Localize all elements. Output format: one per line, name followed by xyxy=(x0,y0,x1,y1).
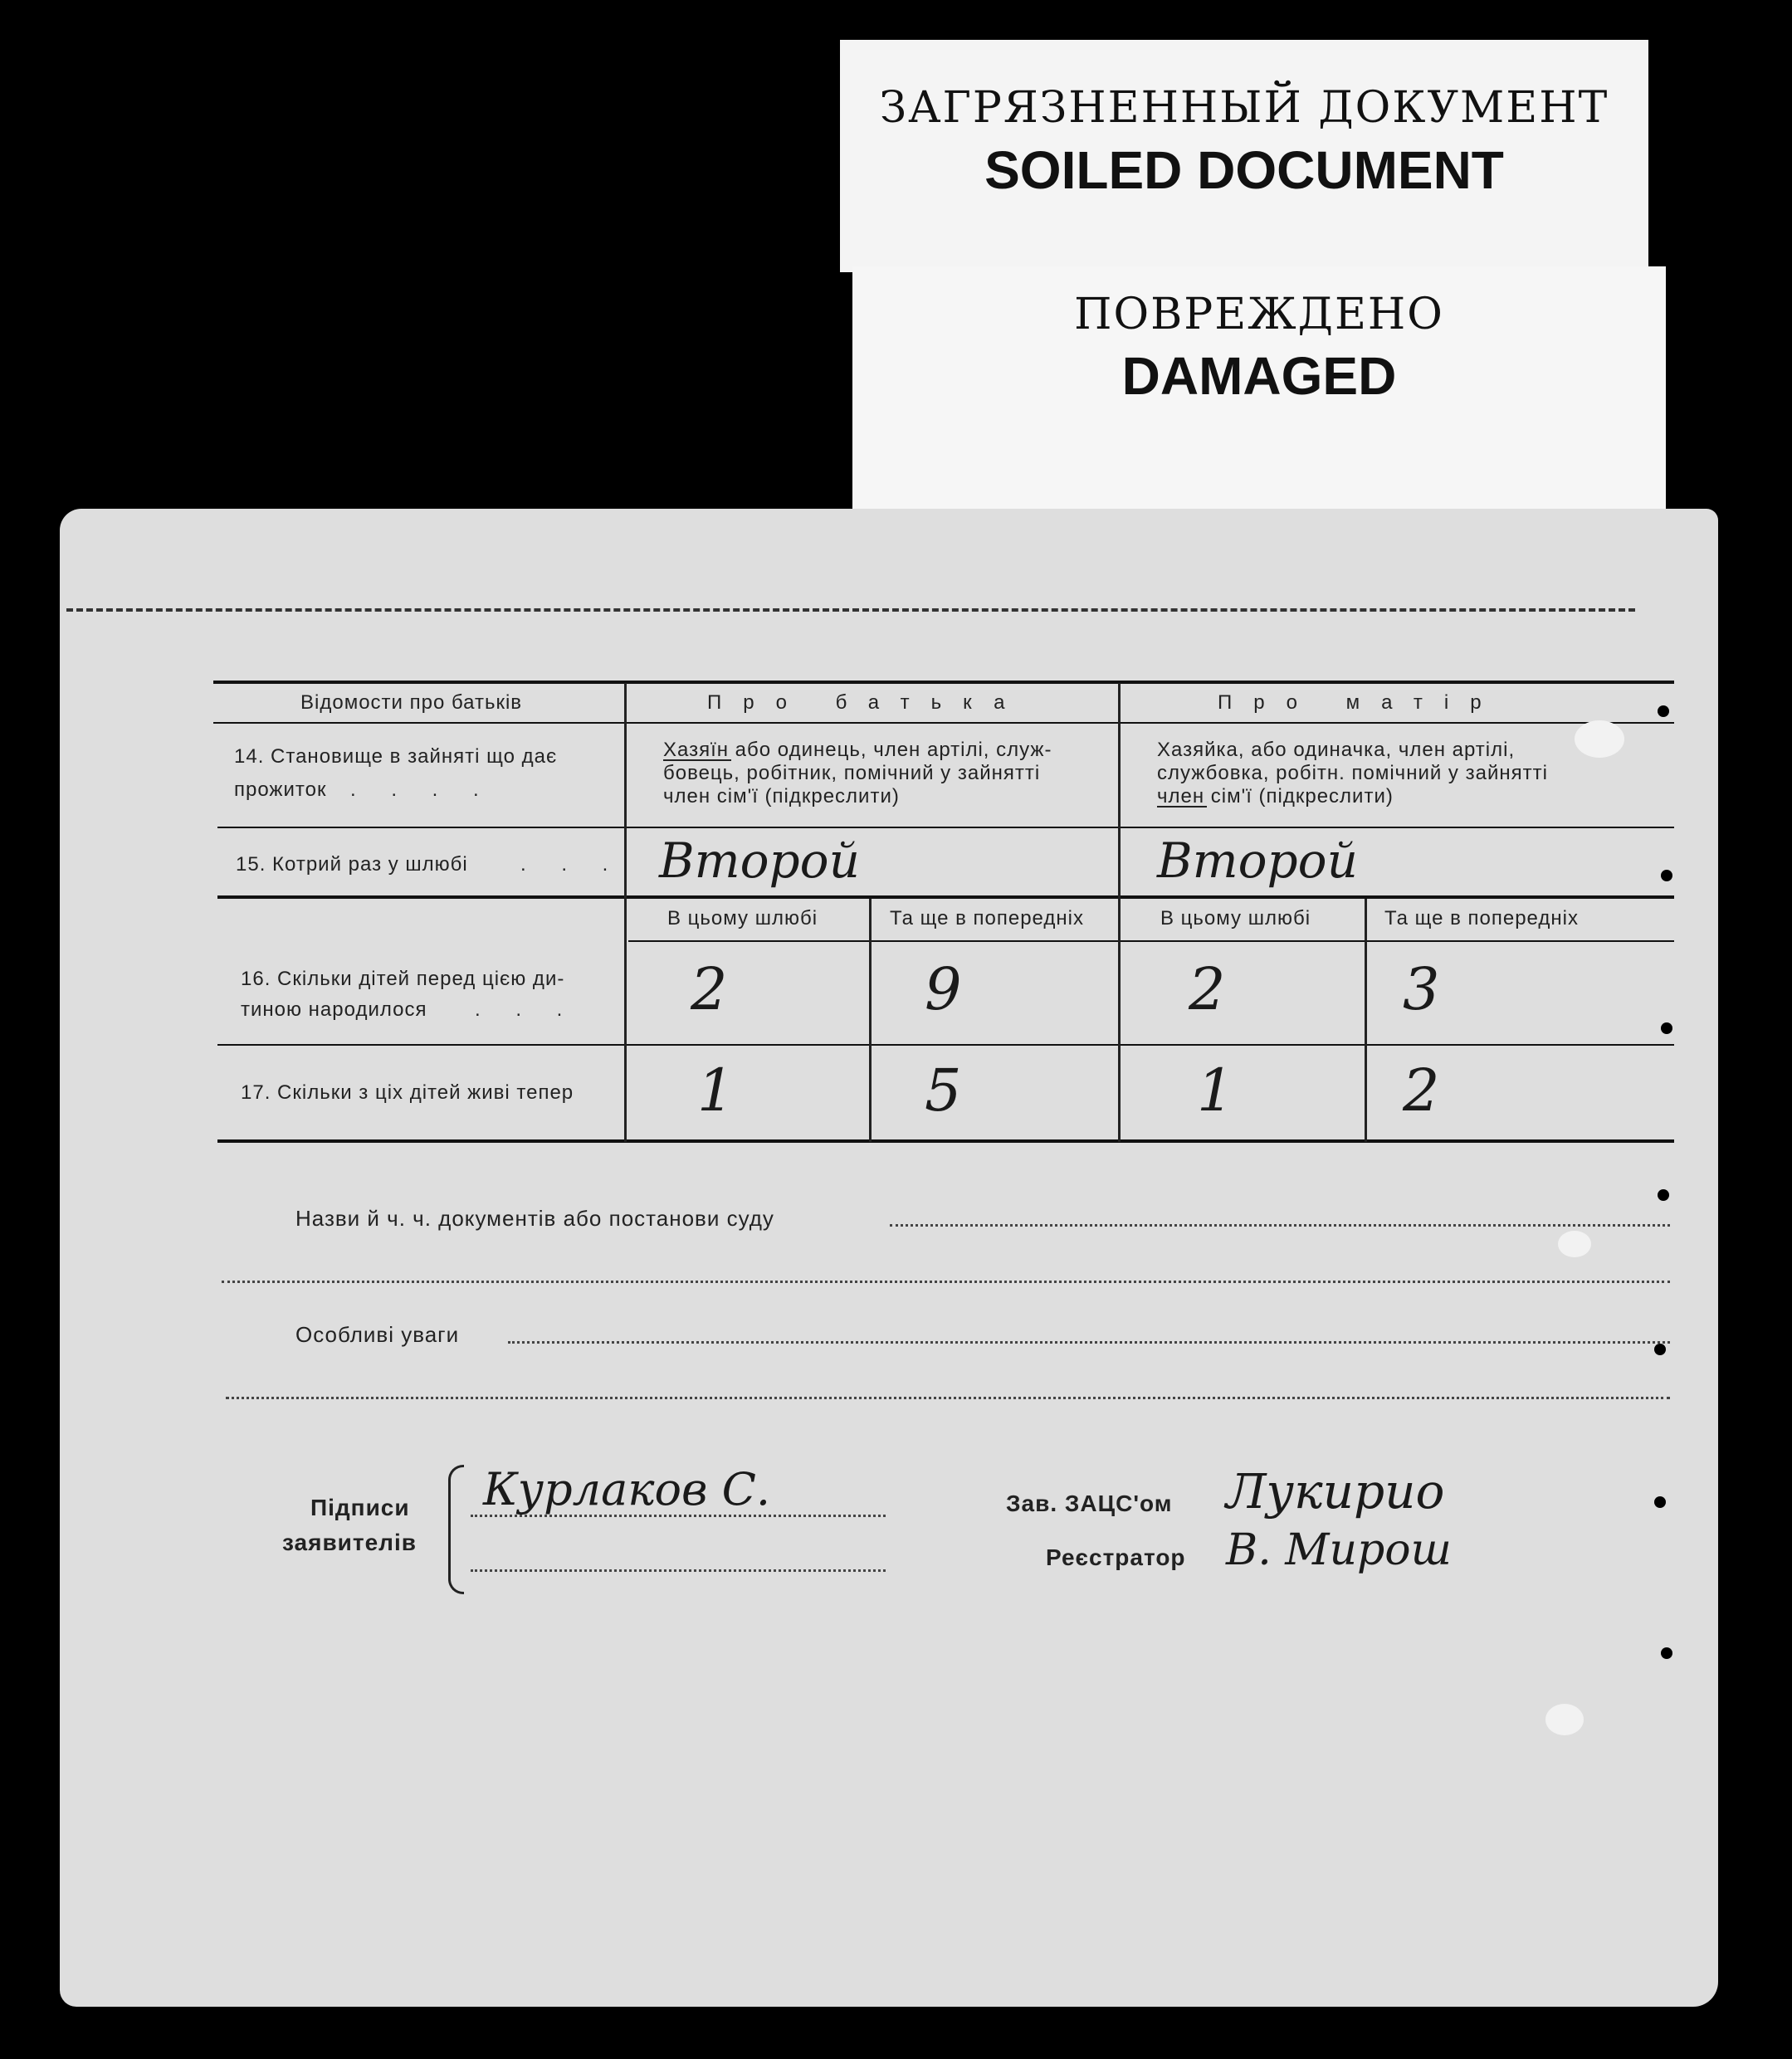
row14-mother-underline xyxy=(1157,806,1207,807)
row14-father-line2: бовець, робітник, помічний у зайнятті xyxy=(663,762,1041,784)
damaged-label-en: DAMAGED xyxy=(1121,346,1397,406)
header-mother: Про матір xyxy=(1218,691,1503,714)
header-parents: Відомости про батьків xyxy=(300,691,523,714)
row14-father-line1: Хазяїн або одинець, член артілі, служ- xyxy=(663,739,1052,761)
row17-mother-previous: 2 xyxy=(1403,1056,1440,1125)
notes-label: Особливі уваги xyxy=(295,1322,460,1347)
punch-hole xyxy=(1658,705,1669,717)
form-sheet xyxy=(60,509,1718,2007)
mother-previous-header: Та ще в попередніх xyxy=(1384,907,1579,929)
row16-mother-this: 2 xyxy=(1189,955,1226,1023)
row16-mother-previous: 3 xyxy=(1403,955,1440,1023)
head-label: Зав. ЗАЦС'ом xyxy=(1006,1491,1173,1516)
row14-mother-line1: Хазяйка, або одиначка, член артілі, xyxy=(1157,739,1516,761)
documents-line-2 xyxy=(222,1281,1670,1283)
punch-hole xyxy=(1654,1496,1666,1508)
row14-label-cont: прожиток xyxy=(234,778,327,801)
punch-hole xyxy=(1661,1647,1672,1659)
signatures-label-1: Підписи xyxy=(310,1495,410,1520)
row17-father-this: 1 xyxy=(697,1056,735,1125)
row16-label: 16. Скільки дітей перед цією ди- xyxy=(241,968,565,990)
documents-label: Назви й ч. ч. документів або постанови суду xyxy=(295,1206,774,1231)
row16-label-cont: тиною народилося xyxy=(241,998,427,1021)
row14-dots: . . . . xyxy=(350,778,494,801)
row17-label: 17. Скільки з ціх дітей живі тепер xyxy=(241,1081,574,1104)
row16-father-this: 2 xyxy=(691,955,728,1023)
row15-father-value: Второй xyxy=(659,832,860,889)
documents-line-1 xyxy=(890,1224,1670,1227)
soiled-document-label xyxy=(840,40,1648,272)
applicant-signature: Курлаков С. xyxy=(483,1463,771,1515)
perforation-line xyxy=(66,608,1635,612)
mother-this-marriage-header: В цьому шлюбі xyxy=(1160,907,1311,929)
applicant-signature-line-1 xyxy=(471,1515,886,1517)
row15-mother-value: Второй xyxy=(1157,832,1358,889)
registrar-label: Реєстратор xyxy=(1046,1544,1186,1570)
header-father: Про батька xyxy=(707,691,1027,714)
row14-label: 14. Становище в зайняті що дає xyxy=(234,745,558,768)
punch-hole xyxy=(1661,1022,1672,1034)
signatures-label-2: заявителів xyxy=(282,1530,417,1555)
notes-line-1 xyxy=(508,1341,1670,1344)
row17-mother-this: 1 xyxy=(1197,1056,1234,1125)
damaged-label-ru: ПОВРЕЖДЕНО xyxy=(1074,290,1444,339)
punch-hole xyxy=(1658,1189,1669,1201)
row14-father-line3: член сім'ї (підкреслити) xyxy=(663,785,900,807)
row14-mother-line3: член сім'ї (підкреслити) xyxy=(1157,785,1394,807)
damaged-label xyxy=(852,266,1666,515)
soiled-label-ru: ЗАГРЯЗНЕННЫЙ ДОКУМЕНТ xyxy=(879,83,1609,133)
row14-father-underline xyxy=(663,759,731,761)
damage-spot xyxy=(1545,1704,1584,1735)
row15-dots: . . . xyxy=(520,853,623,876)
row17-father-previous: 5 xyxy=(925,1056,962,1125)
soiled-label-en: SOILED DOCUMENT xyxy=(984,140,1504,200)
notes-line-2 xyxy=(226,1397,1670,1399)
father-this-marriage-header: В цьому шлюбі xyxy=(667,907,818,929)
row16-father-previous: 9 xyxy=(925,955,962,1023)
registrar-signature: В. Мирош xyxy=(1226,1525,1452,1575)
damage-spot xyxy=(1558,1231,1591,1257)
punch-hole xyxy=(1661,870,1672,881)
row15-label: 15. Котрий раз у шлюбі xyxy=(236,853,468,876)
father-previous-header: Та ще в попередніх xyxy=(890,907,1084,929)
applicant-signature-line-2 xyxy=(471,1569,886,1572)
row14-mother-line2: службовка, робітн. помічний у зайнятті xyxy=(1157,762,1548,784)
row16-dots: . . . xyxy=(475,998,578,1021)
punch-hole xyxy=(1654,1344,1666,1355)
signature-brace xyxy=(448,1465,464,1594)
damage-spot xyxy=(1575,720,1624,758)
head-signature: Лукирио xyxy=(1226,1463,1445,1520)
